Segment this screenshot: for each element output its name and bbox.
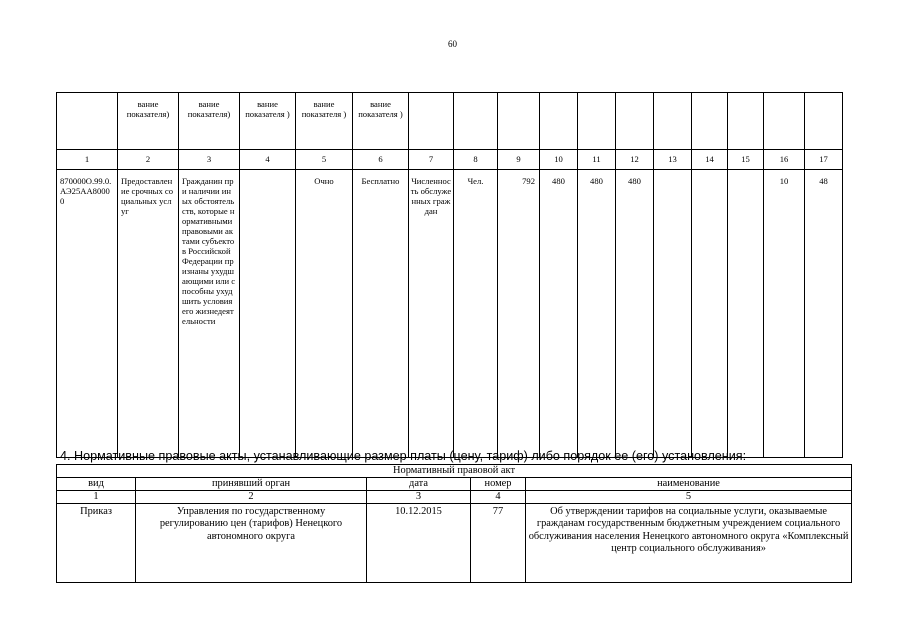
column-number: 16 [764, 150, 805, 170]
group-header: Нормативный правовой акт [57, 465, 852, 478]
column-number: 17 [805, 150, 843, 170]
section-title: 4. Нормативные правовые акты, устанавливающие размер платы (цену, тариф) либо порядок ее (его) установления: [60, 449, 747, 463]
column-number: 10 [540, 150, 578, 170]
column-number: 4 [240, 150, 296, 170]
service-name-cell: Предоставление срочных социальных услуг [118, 170, 179, 458]
header-cell [805, 93, 843, 150]
column-number: 1 [57, 150, 118, 170]
header-cell: вание показателя ) [240, 93, 296, 150]
act-name-cell: Об утверждении тарифов на социальные услуги, оказываемые гражданам государственным бюджетным учреждением социального обслуживания населения Ненецкого автономного округа «Комплексный центр социального обслуживания» [526, 504, 852, 583]
column-number: 3 [367, 491, 471, 504]
registry-number-cell: 870000О.99.0.АЭ25АА80000 [57, 170, 118, 458]
column-header: дата [367, 478, 471, 491]
column-header: наименование [526, 478, 852, 491]
column-number: 1 [57, 491, 136, 504]
table-row [57, 504, 852, 583]
group-header-row [57, 465, 852, 478]
header-cell [578, 93, 616, 150]
value-cell: 480 [616, 170, 654, 458]
indicator-name-cell: Численность обслуженных граждан [409, 170, 454, 458]
column-number: 13 [654, 150, 692, 170]
value-cell: 10 [764, 170, 805, 458]
table-row [57, 170, 843, 458]
column-number: 11 [578, 150, 616, 170]
header-cell [692, 93, 728, 150]
value-cell: 48 [805, 170, 843, 458]
header-cell [409, 93, 454, 150]
column-header: номер [471, 478, 526, 491]
payment-cell: Бесплатно [353, 170, 409, 458]
column-number: 3 [179, 150, 240, 170]
header-cell: вание показателя ) [296, 93, 353, 150]
page-number: 60 [448, 39, 457, 49]
header-cell [616, 93, 654, 150]
header-cell: вание показателя ) [353, 93, 409, 150]
column-number: 12 [616, 150, 654, 170]
act-type-cell: Приказ [57, 504, 136, 583]
number-cell: 77 [471, 504, 526, 583]
header-cell [654, 93, 692, 150]
unit-cell: Чел. [454, 170, 498, 458]
header-cell [540, 93, 578, 150]
value-cell: 480 [540, 170, 578, 458]
column-header-row [57, 478, 852, 491]
column-number-row [57, 491, 852, 504]
column-number: 2 [136, 491, 367, 504]
column-number: 7 [409, 150, 454, 170]
column-number: 5 [296, 150, 353, 170]
column-number: 5 [526, 491, 852, 504]
column-number: 9 [498, 150, 540, 170]
column-number: 6 [353, 150, 409, 170]
column-number-row [57, 150, 843, 170]
header-cell [728, 93, 764, 150]
header-cell [454, 93, 498, 150]
header-cell [498, 93, 540, 150]
value-cell [728, 170, 764, 458]
column-number: 14 [692, 150, 728, 170]
column-number: 2 [118, 150, 179, 170]
header-cell: вание показателя) [118, 93, 179, 150]
table-cell [240, 170, 296, 458]
value-cell [692, 170, 728, 458]
header-cell: вание показателя) [179, 93, 240, 150]
column-number: 8 [454, 150, 498, 170]
header-cell [57, 93, 118, 150]
category-cell: Гражданин при наличии иных обстоятельств, которые нормативными правовыми актами субъектов Российской Федерации признаны ухудшающими или способны ухудшить условия его жизнедеятельности [179, 170, 240, 458]
authority-cell: Управления по государственному регулированию цен (тарифов) Ненецкого автономного округа [136, 504, 367, 583]
legal-acts-table [56, 464, 852, 583]
column-header: вид [57, 478, 136, 491]
column-number: 15 [728, 150, 764, 170]
value-cell [654, 170, 692, 458]
value-cell: 792 [498, 170, 540, 458]
value-cell: 480 [578, 170, 616, 458]
date-cell: 10.12.2015 [367, 504, 471, 583]
column-number: 4 [471, 491, 526, 504]
header-fragment-row [57, 93, 843, 150]
indicators-table [56, 92, 843, 458]
column-header: принявший орган [136, 478, 367, 491]
header-cell [764, 93, 805, 150]
form-cell: Очно [296, 170, 353, 458]
